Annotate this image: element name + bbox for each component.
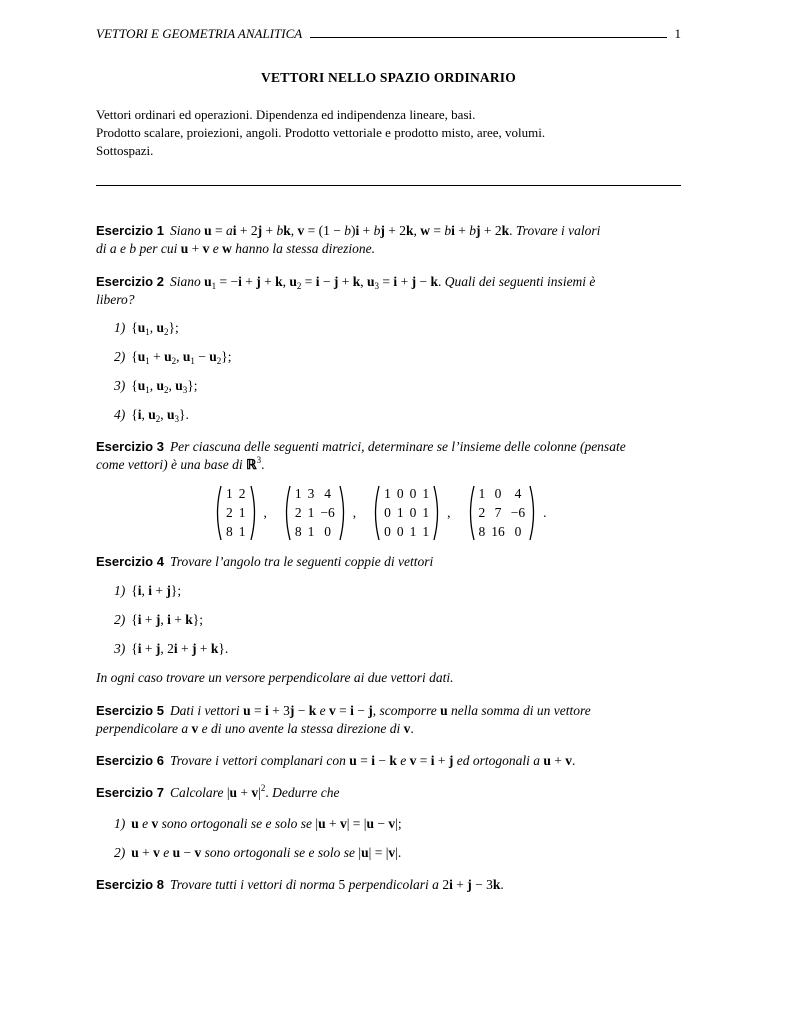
exercise-label: Esercizio 1 xyxy=(96,223,164,238)
list-item: 2) u + v e u − v sono ortogonali se e solo se |u| = |v|. xyxy=(114,845,402,860)
abstract xyxy=(96,106,681,160)
right-paren-icon xyxy=(339,485,347,541)
matrix: 1 0 4 2 7 −6 8 16 0 xyxy=(467,485,538,541)
list-item: 3) {i + j, 2i + j + k}. xyxy=(114,641,229,656)
list-item: 4) {i, $u_2$, $u_3$}. xyxy=(114,407,189,424)
right-paren-icon xyxy=(250,485,258,541)
exercise-label: Esercizio 7 xyxy=(96,785,164,800)
left-paren-icon xyxy=(214,485,222,541)
section-divider xyxy=(96,185,681,186)
exercise-label: Esercizio 4 xyxy=(96,554,164,569)
left-paren-icon xyxy=(372,485,380,541)
left-paren-icon xyxy=(283,485,291,541)
right-paren-icon xyxy=(433,485,441,541)
page-number: 1 xyxy=(674,26,681,41)
exercise-5: Esercizio 5 Dati i vettori u = i + 3j − k e v = i − j, scomporre u nella somma di un vettore perpendicolare a v e di uno avente la stessa direzione di v. xyxy=(96,703,591,736)
right-paren-icon xyxy=(529,485,537,541)
exercise-1: Esercizio 1 Siano u = ai + 2j + bk, v = (1 − b)i + bj + 2k, w = bi + bj + 2k. Trovare i valori di a e b per cui u + v e w hanno la stessa direzione. xyxy=(96,223,601,256)
exercise-4-note: In ogni caso trovare un versore perpendicolare ai due vettori dati. xyxy=(96,670,454,685)
matrix: 1 0 0 1 0 1 0 1 0 0 1 1 xyxy=(372,485,441,541)
matrix: 1 2 2 1 8 1 xyxy=(214,485,258,541)
left-paren-icon xyxy=(467,485,475,541)
exercise-2: Esercizio 2 Siano $u_1 = -i + j + k$, $u_2 = i - j + k$, $u_3 = i + j - k$. Quali dei seguenti insiemi è libero? xyxy=(96,274,596,307)
exercise-6: Esercizio 6 Trovare i vettori complanari con u = i − k e v = i + j ed ortogonali a u + v. xyxy=(96,753,576,768)
list-item: 1) {$u_1$, $u_2$}; xyxy=(114,320,179,337)
exercise-label: Esercizio 8 xyxy=(96,877,164,892)
abstract-line: Prodotto scalare, proiezioni, angoli. Prodotto vettoriale e prodotto misto, aree, volumi. xyxy=(96,125,546,140)
exercise-label: Esercizio 5 xyxy=(96,703,164,718)
list-item: 2) {i + j, i + k}; xyxy=(114,612,204,627)
exercise-label: Esercizio 3 xyxy=(96,439,164,454)
exercise-label: Esercizio 2 xyxy=(96,274,164,289)
exercise-label: Esercizio 6 xyxy=(96,753,164,768)
running-title: VETTORI E GEOMETRIA ANALITICA xyxy=(96,26,303,41)
exercise-4: Esercizio 4 Trovare l’angolo tra le seguenti coppie di vettori xyxy=(96,554,434,569)
header-rule xyxy=(310,37,666,38)
exercise-3: Esercizio 3 Per ciascuna delle seguenti matrici, determinare se l’insieme delle colonne (pensate come vettori) è una base di ℝ$^3$. xyxy=(96,439,626,472)
exercise-8: Esercizio 8 Trovare tutti i vettori di norma 5 perpendicolari a 2i + j − 3k. xyxy=(96,877,504,892)
exercise-7: Esercizio 7 Calcolare $|u + v|^2$. Dedurre che xyxy=(96,783,340,800)
matrices-row: 1 2 2 1 8 1 , 1 3 4 2 1 −6 8 1 0 , 1 0 0 1 0 1 0 1 0 0 1 1 , 1 0 4 2 7 −6 8 16 0 . xyxy=(214,484,563,542)
page-title: VETTORI NELLO SPAZIO ORDINARIO xyxy=(261,70,516,85)
running-header xyxy=(96,26,681,42)
list-item: 1) u e v sono ortogonali se e solo se |u + v| = |u − v|; xyxy=(114,816,402,831)
list-item: 2) {$u_1 + u_2$, $u_1 - u_2$}; xyxy=(114,349,232,366)
abstract-line: Sottospazi. xyxy=(96,143,154,158)
list-item: 3) {$u_1$, $u_2$, $u_3$}; xyxy=(114,378,198,395)
matrix: 1 3 4 2 1 −6 8 1 0 xyxy=(283,485,347,541)
abstract-line: Vettori ordinari ed operazioni. Dipendenza ed indipendenza lineare, basi. xyxy=(96,107,476,122)
list-item: 1) {i, i + j}; xyxy=(114,583,182,598)
